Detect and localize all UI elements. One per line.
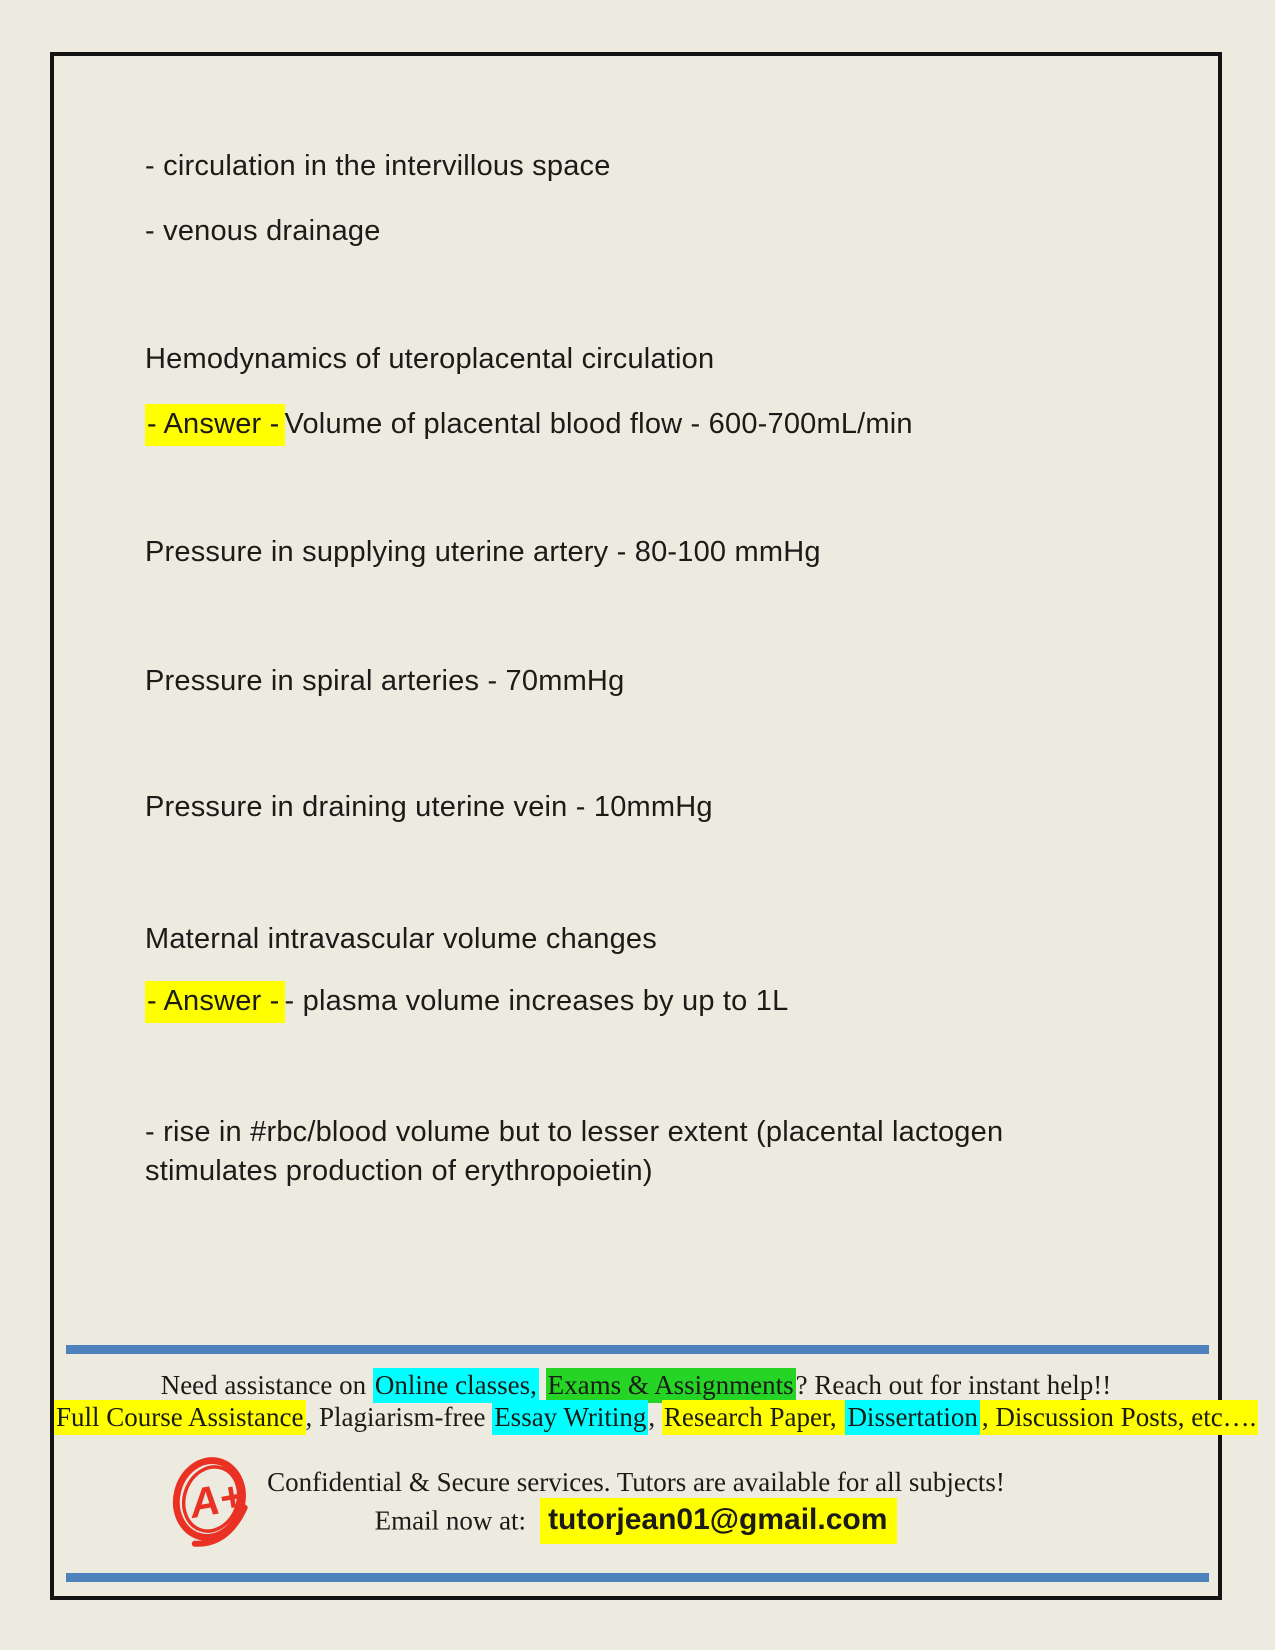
footer-text: Need assistance on xyxy=(160,1370,373,1400)
note-text: Pressure in supplying uterine artery - 80-100 mmHg xyxy=(145,536,821,568)
note-line xyxy=(145,982,788,1020)
footer-text: Confidential & Secure services. Tutors are available for all subjects! xyxy=(267,1467,1005,1497)
note-text: - plasma volume increases by up to 1L xyxy=(284,985,789,1017)
footer-text: ? Reach out for instant help!! xyxy=(795,1370,1112,1400)
note-text: Hemodynamics of uteroplacental circulation xyxy=(145,343,715,375)
note-line xyxy=(145,1152,653,1190)
answer-highlight: - Answer - xyxy=(145,404,285,446)
note-line xyxy=(145,1113,1003,1151)
divider-rule-top xyxy=(66,1345,1209,1354)
logo-text: A+ xyxy=(185,1472,248,1527)
highlight-essay-writing: Essay Writing xyxy=(492,1400,648,1435)
footer-text xyxy=(539,1370,546,1400)
highlight-dissertation: Dissertation xyxy=(845,1400,979,1435)
note-text: - circulation in the intervillous space xyxy=(145,150,611,182)
a-plus-logo xyxy=(169,1456,255,1554)
note-text: - rise in #rbc/blood volume but to lesser extent (placental lactogen xyxy=(145,1116,1004,1148)
email-address: tutorjean01@gmail.com xyxy=(540,1498,897,1544)
note-line xyxy=(145,212,381,250)
answer-highlight: - Answer - xyxy=(145,981,285,1023)
highlight-full-course-assistance: Full Course Assistance xyxy=(54,1400,306,1435)
footer-text: , xyxy=(648,1402,662,1432)
highlight-discussion-posts: , Discussion Posts, etc…. xyxy=(980,1400,1259,1435)
page-border-frame xyxy=(50,52,1257,1600)
note-text: - venous drainage xyxy=(145,215,381,247)
note-text: stimulates production of erythropoietin) xyxy=(145,1155,653,1187)
highlight-online-classes: Online classes, xyxy=(373,1368,539,1403)
note-text: Volume of placental blood flow - 600-700mL/min xyxy=(284,408,913,440)
footer-line-1 xyxy=(54,1369,1218,1401)
footer-line-2 xyxy=(54,1401,1257,1433)
note-text: Pressure in draining uterine vein - 10mmHg xyxy=(145,791,713,823)
note-line xyxy=(145,340,714,378)
note-text: Maternal intravascular volume changes xyxy=(145,923,657,955)
note-line xyxy=(145,533,821,571)
note-text: Pressure in spiral arteries - 70mmHg xyxy=(145,665,625,697)
note-line xyxy=(145,147,611,185)
divider-rule-bottom xyxy=(66,1573,1209,1582)
note-line xyxy=(145,405,913,443)
note-line xyxy=(145,662,624,700)
highlight-research-paper: Research Paper, xyxy=(662,1400,846,1435)
note-line xyxy=(145,920,657,958)
highlight-exams-assignments: Exams & Assignments xyxy=(546,1368,796,1403)
footer-text: , Plagiarism-free xyxy=(305,1402,493,1432)
email-label: Email now at: xyxy=(374,1505,527,1536)
a-plus-logo-icon xyxy=(169,1456,250,1544)
note-line xyxy=(145,788,713,826)
